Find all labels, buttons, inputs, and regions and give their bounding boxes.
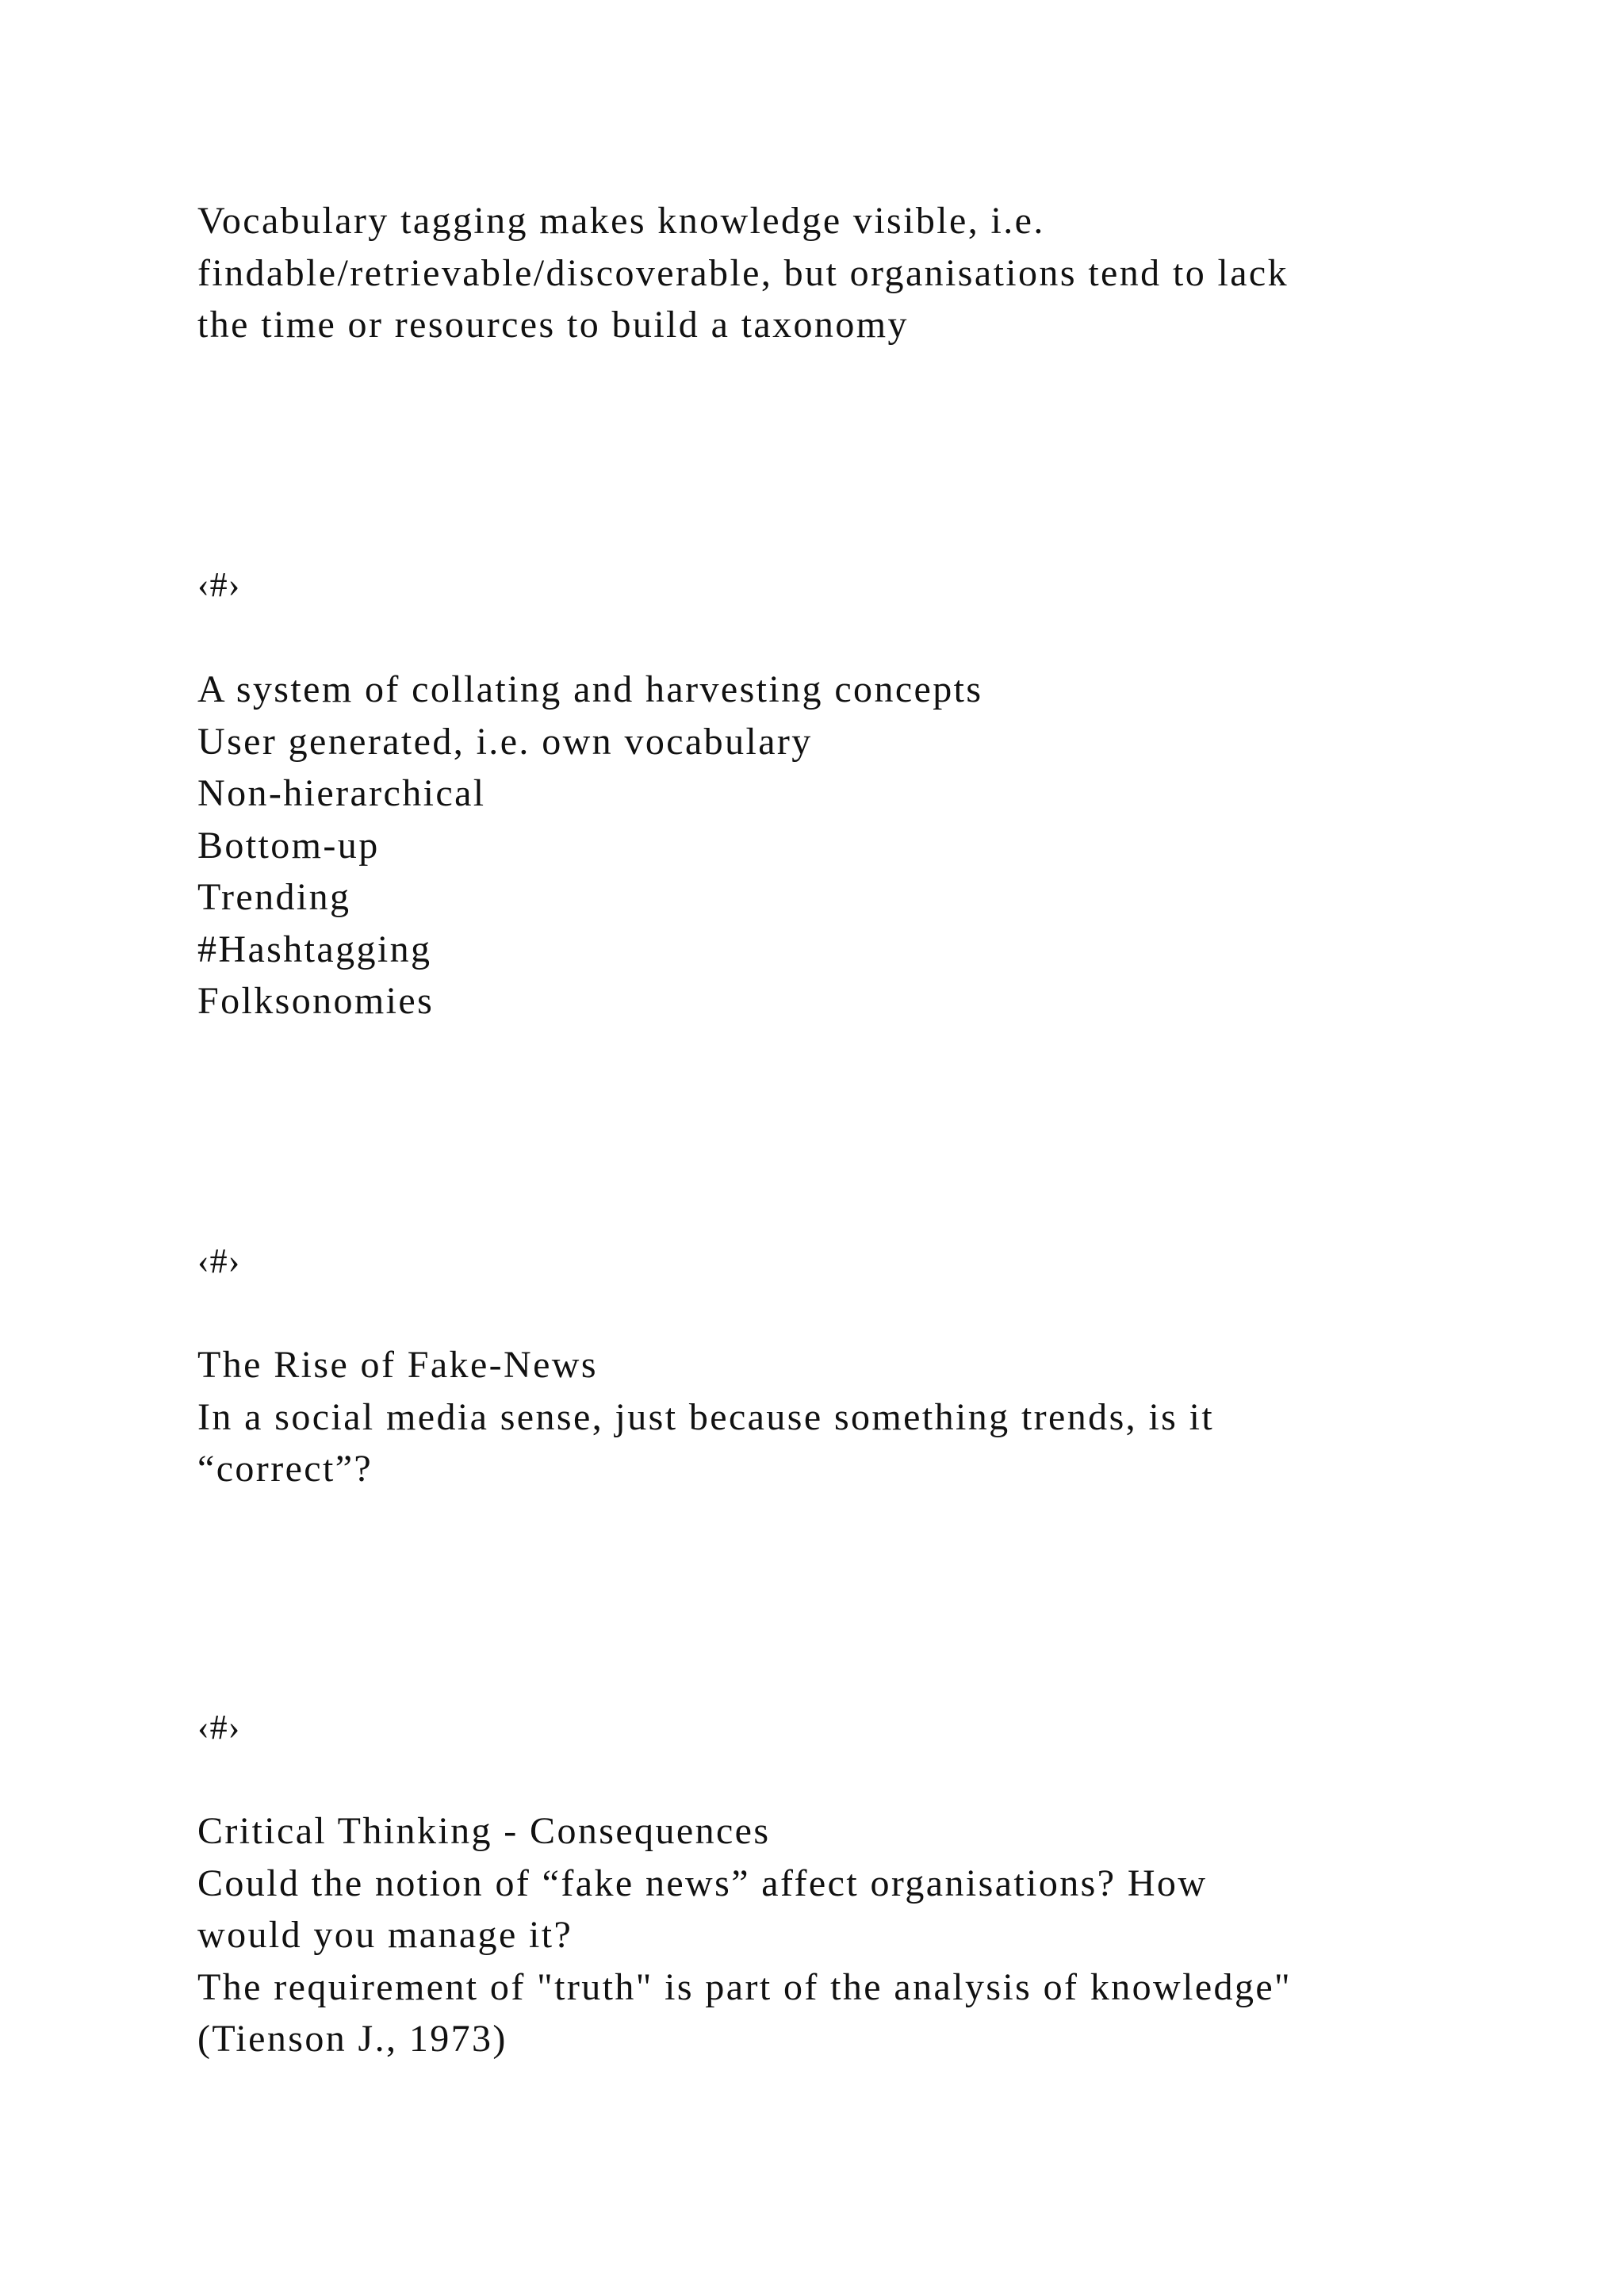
text-line: In a social media sense, just because something trends, is it xyxy=(197,1395,1215,1438)
text-line: The Rise of Fake-News xyxy=(197,1344,598,1386)
slide-number-marker: ‹#› xyxy=(197,565,241,604)
text-line: the time or resources to build a taxonomy xyxy=(197,304,909,346)
text-block-folksonomy-list xyxy=(197,664,1498,1027)
text-line: User generated, i.e. own vocabulary xyxy=(197,720,813,763)
text-line: Critical Thinking - Consequences xyxy=(197,1810,771,1852)
text-line: (Tienson J., 1973) xyxy=(197,2018,508,2060)
text-line: Folksonomies xyxy=(197,980,435,1022)
text-block-vocabulary-tagging xyxy=(197,195,1498,351)
text-line: “correct”? xyxy=(197,1448,373,1490)
text-line: #Hashtagging xyxy=(197,928,432,970)
text-line: The requirement of "truth" is part of the analysis of knowledge" xyxy=(197,1965,1293,2008)
slide-number-marker: ‹#› xyxy=(197,1708,241,1747)
text-block-critical-thinking xyxy=(197,1805,1498,2065)
text-line: Non-hierarchical xyxy=(197,772,486,814)
slide-number-marker: ‹#› xyxy=(197,1242,241,1280)
text-line: would you manage it? xyxy=(197,1914,573,1956)
text-line: Trending xyxy=(197,876,351,918)
text-line: A system of collating and harvesting concepts xyxy=(197,668,983,710)
text-line: Could the notion of “fake news” affect organisations? How xyxy=(197,1862,1208,1904)
text-line: Bottom-up xyxy=(197,824,380,867)
text-line: Vocabulary tagging makes knowledge visible, i.e. xyxy=(197,200,1045,242)
text-block-fake-news xyxy=(197,1339,1498,1495)
text-line: findable/retrievable/discoverable, but organisations tend to lack xyxy=(197,251,1289,294)
